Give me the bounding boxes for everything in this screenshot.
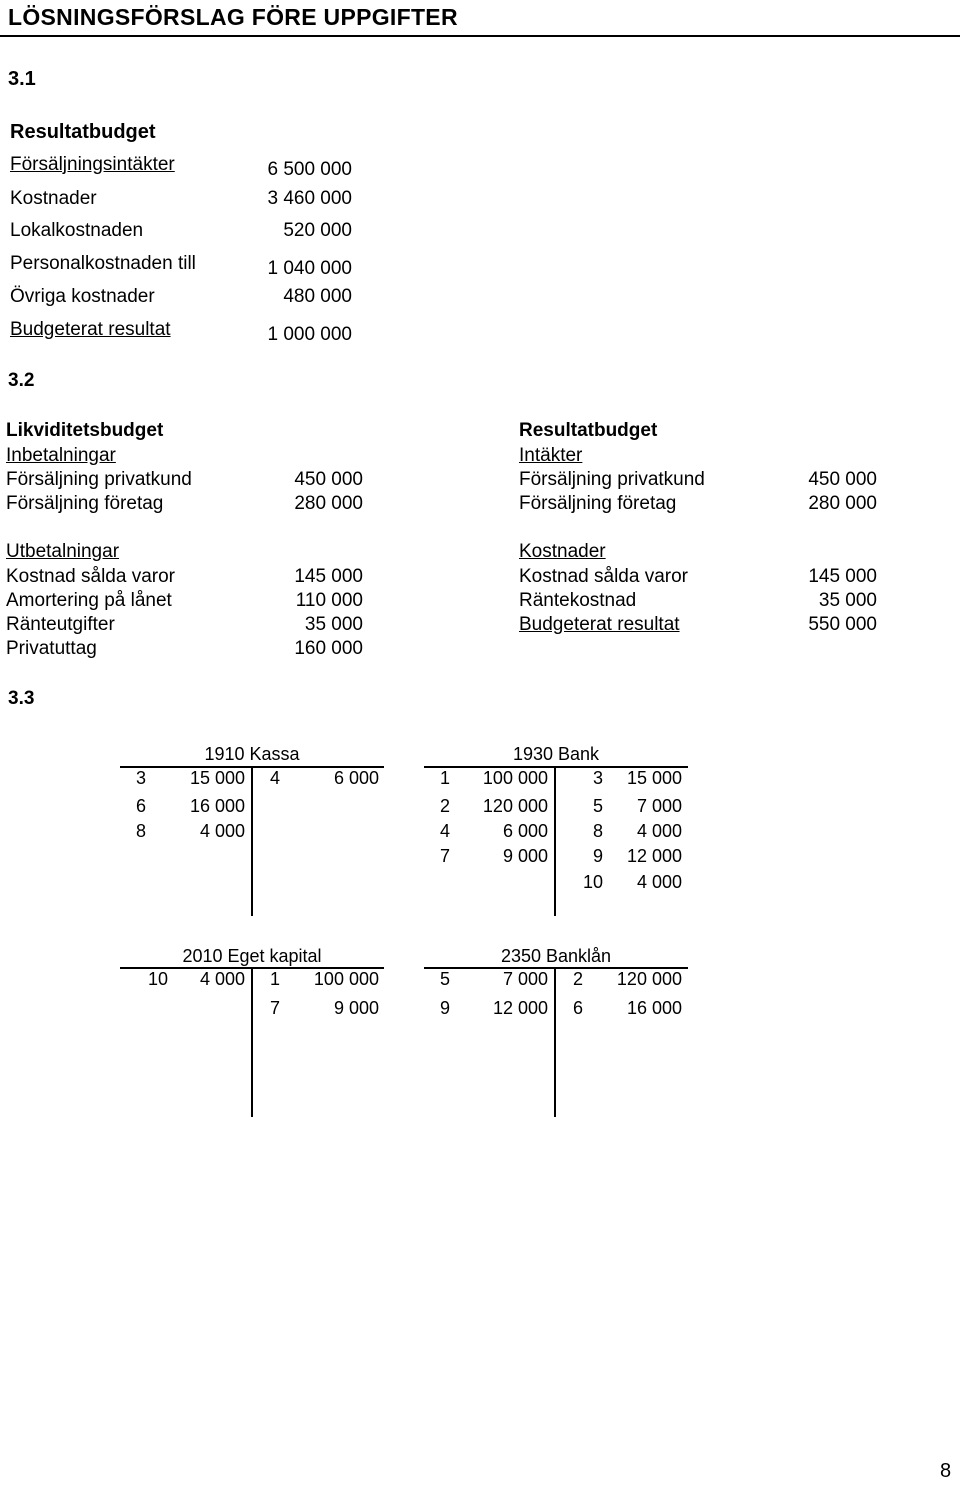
page-title: LÖSNINGSFÖRSLAG FÖRE UPPGIFTER [8,4,458,30]
eget-kapital-account-name: 2010 Eget kapital [182,946,322,966]
bank-credit-amount: 12 000 [626,846,682,866]
banklan-credit-ver: 2 [573,969,584,989]
bank-credit-ver: 10 [582,872,603,892]
rb2-value: 550 000 [808,614,877,635]
rb2-label: Räntekostnad [519,590,637,611]
banklan-credit-amount: 16 000 [626,998,682,1018]
page-number: 8 [940,1460,952,1482]
kostnader-header: Kostnader [519,541,606,562]
rb2-value: 145 000 [808,566,877,587]
resultatbudget-title: Resultatbudget [10,121,156,143]
lb-value: 280 000 [294,493,363,514]
banklan-account-name: 2350 Banklån [500,946,612,966]
banklan-debit-ver: 9 [440,998,451,1018]
bank-debit-amount: 6 000 [502,821,548,841]
bank-credit-ver: 9 [592,846,603,866]
rb-label: Försäljningsintäkter [10,154,175,175]
eget-kapital-divider [251,967,253,1117]
rb2-value: 450 000 [808,469,877,490]
rb-value: 1 040 000 [267,258,352,279]
lb-label: Privatuttag [6,638,97,659]
rb-label: Budgeterat resultat [10,319,171,340]
bank-debit-ver: 2 [440,796,451,816]
lb-label: Amortering på lånet [6,590,172,611]
title-divider [0,35,960,37]
lb-value: 110 000 [295,590,363,611]
bank-debit-amount: 100 000 [482,768,548,788]
kassa-debit-ver: 6 [136,796,147,816]
rb-label: Kostnader [10,188,97,209]
bank-credit-ver: 8 [592,821,603,841]
eget-kapital-credit-amount: 9 000 [333,998,379,1018]
banklan-debit-amount: 7 000 [502,969,548,989]
lb-label: Försäljning privatkund [6,469,192,490]
kassa-credit-amount: 6 000 [333,768,379,788]
rb2-value: 35 000 [818,590,877,611]
banklan-divider [554,967,556,1117]
rb-label: Lokalkostnaden [10,220,144,241]
bank-debit-ver: 4 [440,821,451,841]
lb-label: Försäljning företag [6,493,164,514]
lb-value: 145 000 [294,566,363,587]
section-3-3-heading: 3.3 [8,688,35,709]
kassa-debit-amount: 16 000 [189,796,245,816]
eget-kapital-debit-amount: 4 000 [199,969,245,989]
rb2-label: Kostnad sålda varor [519,566,688,587]
lb-value: 160 000 [294,638,363,659]
rb2-value: 280 000 [808,493,877,514]
bank-debit-ver: 7 [440,846,451,866]
rb2-label: Försäljning företag [519,493,677,514]
inbetalningar-header: Inbetalningar [6,445,116,466]
bank-credit-amount: 7 000 [636,796,682,816]
rb-label: Personalkostnaden till [10,253,196,274]
banklan-credit-amount: 120 000 [616,969,682,989]
kassa-divider [251,766,253,916]
kassa-debit-ver: 8 [136,821,147,841]
rb-value: 6 500 000 [267,159,352,180]
eget-kapital-credit-ver: 7 [270,998,281,1018]
rb-value: 1 000 000 [267,324,352,345]
rb-value: 480 000 [283,286,352,307]
likviditetsbudget-title: Likviditetsbudget [6,420,164,441]
bank-debit-ver: 1 [440,768,451,788]
rb2-label: Budgeterat resultat [519,614,680,635]
lb-value: 450 000 [294,469,363,490]
section-3-1-heading: 3.1 [8,68,36,90]
eget-kapital-credit-ver: 1 [270,969,281,989]
bank-debit-amount: 9 000 [502,846,548,866]
rb-value: 520 000 [283,220,352,241]
rb-value: 3 460 000 [267,188,352,209]
bank-credit-ver: 3 [592,768,603,788]
kassa-debit-ver: 3 [136,768,147,788]
lb-label: Ränteutgifter [6,614,115,635]
lb-value: 35 000 [304,614,363,635]
bank-debit-amount: 120 000 [482,796,548,816]
kassa-debit-amount: 4 000 [199,821,245,841]
eget-kapital-debit-ver: 10 [148,969,169,989]
section-3-2-heading: 3.2 [8,370,35,391]
bank-credit-amount: 4 000 [636,872,682,892]
lb-label: Kostnad sålda varor [6,566,175,587]
kassa-credit-ver: 4 [270,768,281,788]
utbetalningar-header: Utbetalningar [6,541,120,562]
banklan-credit-ver: 6 [573,998,584,1018]
kassa-debit-amount: 15 000 [189,768,245,788]
rb-label: Övriga kostnader [10,286,155,307]
bank-divider [554,766,556,916]
rb2-label: Försäljning privatkund [519,469,705,490]
banklan-debit-ver: 5 [440,969,451,989]
bank-credit-ver: 5 [592,796,603,816]
intakter-header: Intäkter [519,445,583,466]
bank-credit-amount: 4 000 [636,821,682,841]
banklan-debit-amount: 12 000 [492,998,548,1018]
resultatbudget-2-title: Resultatbudget [519,420,658,441]
bank-credit-amount: 15 000 [626,768,682,788]
eget-kapital-credit-amount: 100 000 [313,969,379,989]
kassa-account-name: 1910 Kassa [204,744,300,764]
bank-account-name: 1930 Bank [512,744,600,764]
